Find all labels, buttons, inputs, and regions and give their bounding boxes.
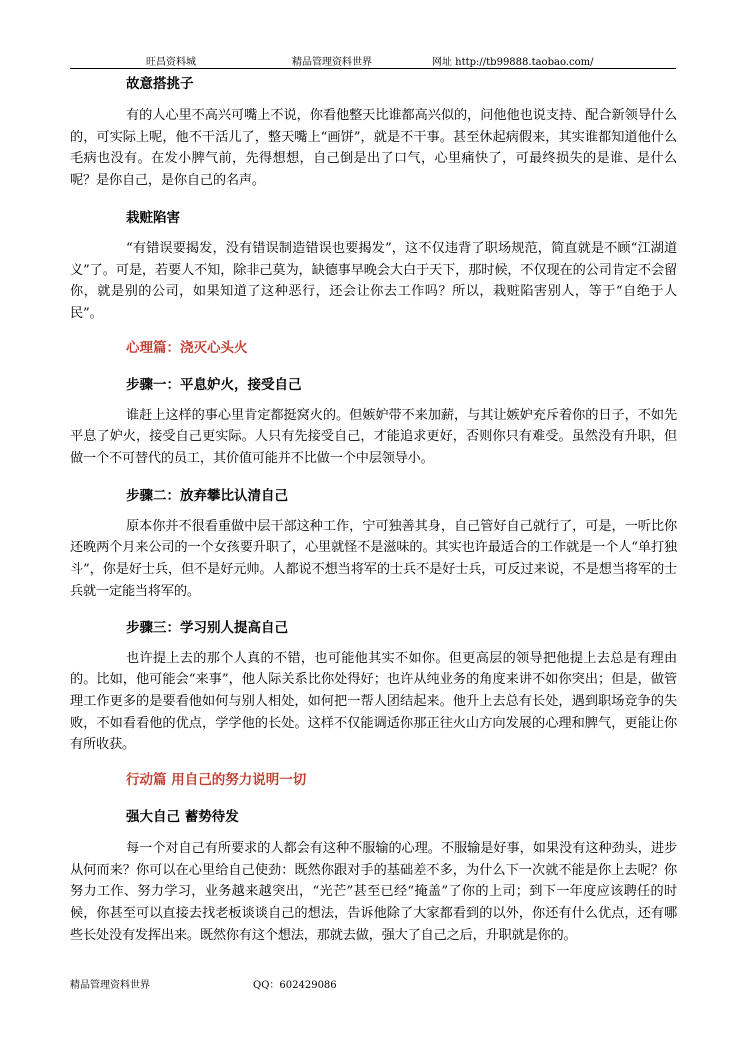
body-paragraph: 也许提上去的那个人真的不错，也可能他其实不如你。但更高层的领导把他提上去总是有理由的。比如，他可能会“来事”，他人际关系比你处得好；也许从纯业务的角度来讲不如你突出；但是，做管理工作更多的是要看他如何与别人相处，如何把一帮人团结起来。他升上去总有长处，遇到职场竞争的失败，不如看看他的优点，学学他的长处。这样不仅能调适你那正往火山方向发展的心理和脾气，更能让你有所收获。 — [70, 650, 677, 753]
document-body — [70, 72, 677, 947]
section-heading: 栽赃陷害 — [126, 209, 180, 226]
page-footer — [70, 976, 676, 990]
footer-qq-text: QQ：602429086 — [253, 980, 337, 991]
chapter-heading: 行动篇 用自己的努力说明一切 — [126, 772, 307, 789]
section-heading: 强大自己 蓄势待发 — [126, 809, 239, 826]
body-paragraph: 原本你并不很看重做中层干部这种工作，宁可独善其身，自己管好自己就行了，可是，一听比你还晚两个月来公司的一个女孩要升职了，心里就怪不是滋味的。其实也许最适合的工作就是一个人“单打独斗”，你是好士兵，但不是好元帅。人都说不想当将军的士兵不是好士兵，可反过来说，不是想当将军的士兵就一定能当将军的。 — [70, 518, 677, 599]
section-heading: 步骤三：学习别人提高自己 — [126, 619, 288, 636]
header-left-text: 旺昌资料城 — [146, 57, 196, 68]
section-heading: 步骤二：放弃攀比认清自己 — [126, 487, 288, 504]
body-paragraph: 每一个对自己有所要求的人都会有这种不服输的心理。不服输是好事，如果没有这种劲头，进步从何而来？你可以在心里给自己使劲：既然你跟对手的基础差不多，为什么下一次就不能是你上去呢？你努力工作、努力学习，业务越来越突出，“光芒”甚至已经“掩盖”了你的上司；到下一年度应该聘任的时候，你甚至可以直接去找老板谈谈自己的想法，告诉他除了大家都看到的以外，你还有什么优点，还有哪些长处没有发挥出来。既然你有这个想法，那就去做，强大了自己之后，升职就是你的。 — [70, 841, 677, 943]
chapter-heading: 心理篇：浇灭心头火 — [126, 339, 248, 356]
body-paragraph: 谁赶上这样的事心里肯定都挺窝火的。但嫉妒带不来加薪，与其让嫉妒充斥着你的日子，不如先平息了妒火，接受自己更实际。人只有先接受自己，才能追求更好，否则你只有难受。虽然没有升职，但做一个不可替代的员工，其价值可能并不比做一个中层领导小。 — [70, 407, 677, 467]
body-paragraph: 有的人心里不高兴可嘴上不说，你看他整天比谁都高兴似的，问他他也说支持、配合新领导什么的，可实际上呢，他不干活儿了，整天嘴上“画饼”，就是不干事。甚至休起病假来，其实谁都知道他什么毛病也没有。在发小脾气前，先得想想，自己倒是出了口气，心里痛快了，可最终损失的是谁、是什么呢？是你自己，是你自己的名声。 — [70, 108, 677, 189]
section-heading: 步骤一：平息妒火，接受自己 — [126, 376, 302, 393]
body-paragraph: “有错误要揭发，没有错误制造错误也要揭发”，这不仅违背了职场规范，简直就是不顾“江湖道义”了。可是，若要人不知，除非己莫为，缺德事早晚会大白于天下，那时候，不仅现在的公司肯定不会留你，就是别的公司，如果知道了这种恶行，还会让你去工作吗？所以，栽赃陷害别人，等于“自绝于人民”。 — [70, 240, 677, 321]
header-center-text: 精品管理资料世界 — [292, 57, 372, 68]
header-website-text: 网址 http://tb99888.taobao.com/ — [432, 57, 594, 68]
footer-left-text: 精品管理资料世界 — [70, 980, 150, 991]
section-heading: 故意搭挑子 — [126, 76, 194, 92]
page-header — [70, 50, 676, 69]
